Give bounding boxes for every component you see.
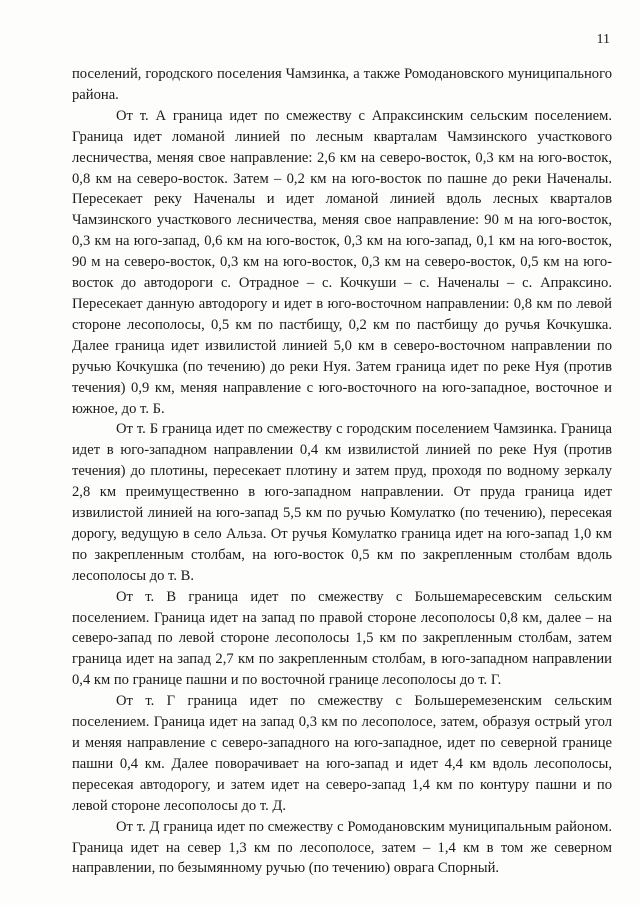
paragraph-point-v: От т. В граница идет по смежеству с Большемаресевским сельским поселением. Граница идет на запад по правой стороне лесополосы 0,8 км, далее – на северо-запад по левой стороне лесополосы 1,5 км по закрепленным столбам, затем граница идет на запад 2,7 км по закрепленным столбам, в юго-западном направлении 0,4 км по границе пашни и по восточной границе лесополосы до т. Г. [72, 588, 612, 689]
paragraph-point-d: От т. Д граница идет по смежеству с Ромодановским муниципальным районом. Граница идет на север 1,3 км по лесополосе, затем – 1,4 км в том же северном направлении, по безымянному ручью (по течению) оврага Спорный. [72, 818, 612, 877]
paragraph-point-a: От т. А граница идет по смежеству с Апраксинским сельским поселением. Граница идет ломаной линией по лесным кварталам Чамзинского участкового лесничества, меняя свое направление: 2,6 км на северо-восток, 0,3 км на юго-восток, 0,8 км на северо-восток. Затем – 0,2 км на юго-восток по пашне до реки Наченалы. Пересекает реку Наченалы и идет ломаной линией вдоль лесных кварталов Чамзинского участкового лесничества, меняя свое направление: 90 м на юго-восток, 0,3 км на юго-запад, 0,6 км на юго-восток, 0,3 км на юго-запад, 0,1 км на юго-восток, 90 м на северо-восток, 0,3 км на юго-восток, 0,3 км на северо-восток, 0,5 км на юго-восток до автодороги с. Отрадное – с. Кочкуши – с. Наченалы – с. Апраксино. Пересекает данную автодорогу и идет в юго-восточном направлении: 0,8 км по левой стороне лесополосы, 0,5 км по пастбищу, 0,2 км по пастбищу до ручья Кочкушка. Далее граница идет извилистой линией 5,0 км в северо-восточном направлении по ручью Кочкушка (по течению) до реки Нуя. Затем граница идет по реке Нуя (против течения) 0,9 км, меняя направление с юго-восточного на юго-западное, восточное и южное, до т. Б. [72, 107, 612, 417]
page-number: 11 [596, 32, 610, 47]
paragraph-point-b: От т. Б граница идет по смежеству с городским поселением Чамзинка. Граница идет в юго-западном направлении 0,4 км извилистой линией по реке Нуя (против течения) до плотины, пересекает плотину и затем пруд, проходя по водному зеркалу 2,8 км преимущественно в юго-западном направлении. От пруда граница идет извилистой линией на юго-запад 5,5 км по ручью Комулатко (по течению), пересекая дорогу, ведущую в село Альза. От ручья Комулатко граница идет на юго-запад 1,0 км по закрепленным столбам, на юго-восток 0,5 км по закрепленным столбам вдоль лесополосы до т. В. [72, 421, 612, 584]
paragraph-point-g: От т. Г граница идет по смежеству с Большеремезенским сельским поселением. Граница идет на запад 0,3 км по лесополосе, затем, образуя острый угол и меняя направление с северо-западного на юго-западное, идет по северной границе пашни 0,4 км. Далее поворачивает на юго-запад и идет 4,4 км вдоль лесополосы, пересекая автодорогу, и затем идет на северо-запад 1,4 км по контуру пашни и по левой стороне лесополосы до т. Д. [72, 693, 612, 814]
paragraph-continuation: поселений, городского поселения Чамзинка, а также Ромодановского муниципального района. [72, 66, 612, 103]
document-body [72, 64, 612, 879]
